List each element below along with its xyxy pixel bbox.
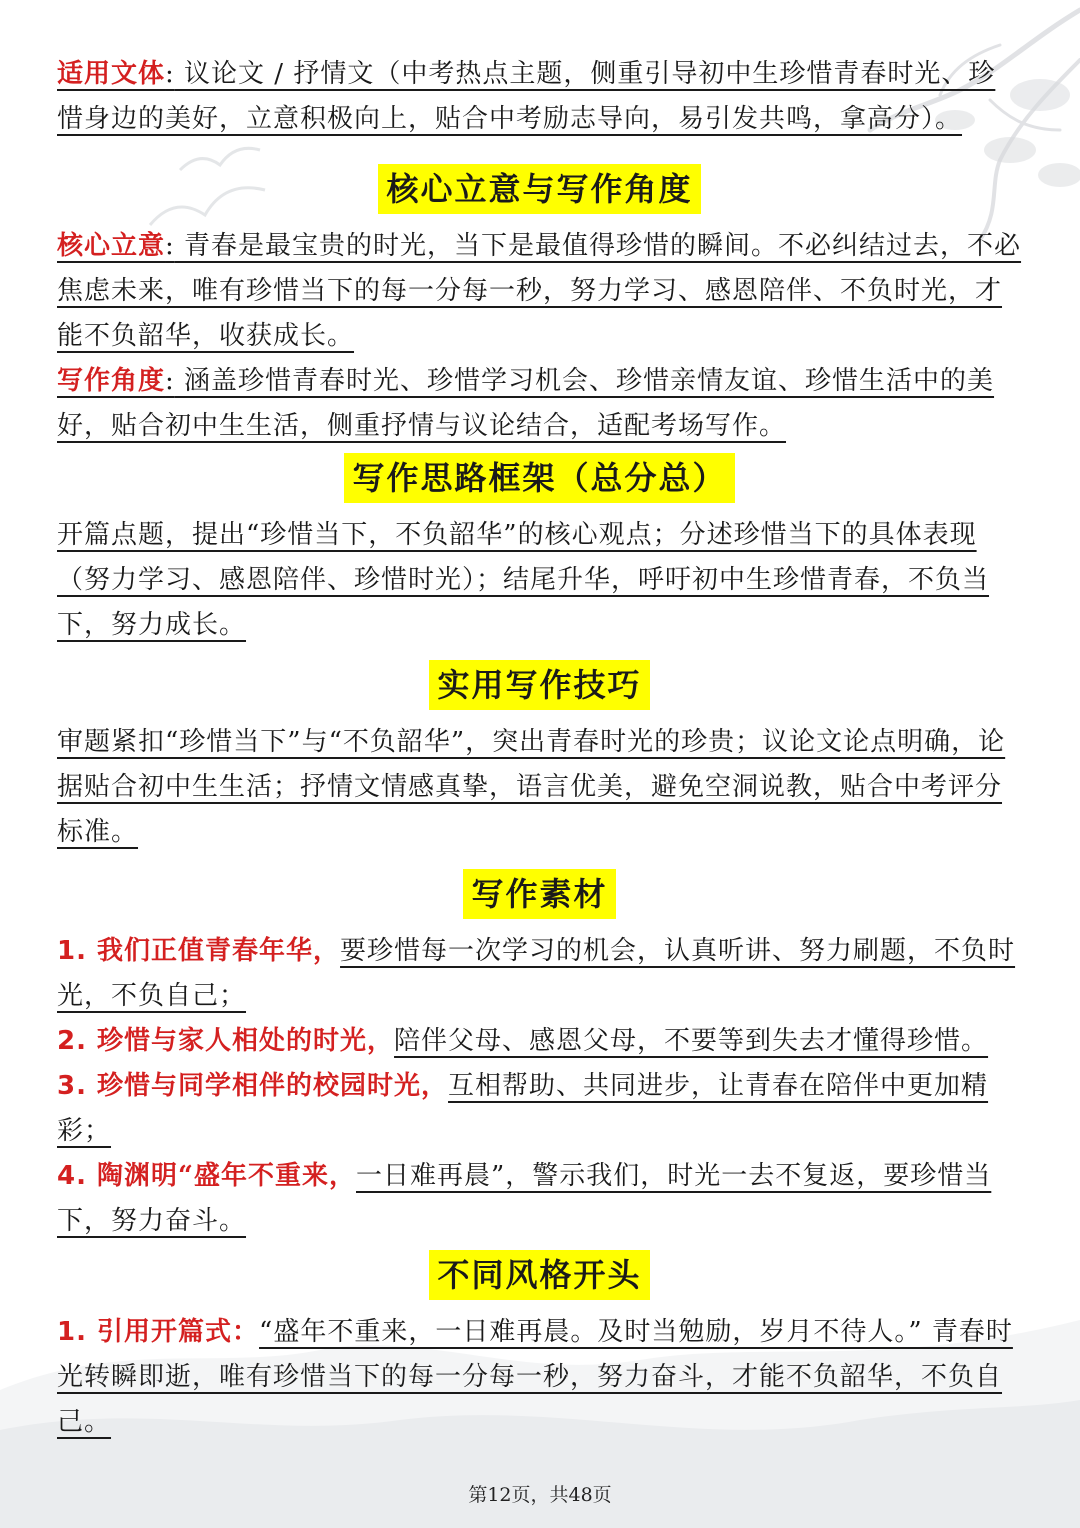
framework-paragraph: 开篇点题，提出“珍惜当下，不负韶华”的核心观点；分述珍惜当下的具体表现（努力学习、感恩陪伴、珍惜时光）；结尾升华，呼吁初中生珍惜青春，不负当下，努力成长。	[57, 520, 990, 640]
angle-paragraph	[57, 359, 1022, 449]
core-idea-paragraph	[57, 224, 1022, 359]
material-item	[57, 1019, 1022, 1064]
heading-materials: 写作素材	[463, 869, 615, 919]
heading-tips: 实用写作技巧	[429, 660, 649, 710]
material-text: 要珍惜每一次学习的机会，认真听讲、努力刷题，不负时光，不负自己；	[57, 936, 1016, 1011]
material-number: 3.	[57, 1071, 87, 1101]
angle-text: 涵盖珍惜青春时光、珍惜学习机会、珍惜亲情友谊、珍惜生活中的美好，贴合初中生生活，侧重抒情与议论结合，适配考场写作。	[57, 366, 995, 441]
opening-lead: 引用开篇式：	[97, 1317, 260, 1347]
opening-text: “盛年不重来，一日难再晨。及时当勉励，岁月不待人。” 青春时光转瞬即逝，唯有珍惜当下的每一分每一秒，努力奋斗，才能不负韶华，不负自己。	[57, 1317, 1013, 1437]
material-text: 陪伴父母、感恩父母，不要等到失去才懂得珍惜。	[394, 1026, 989, 1056]
material-number: 1.	[57, 936, 87, 966]
page-content	[57, 52, 1022, 1445]
core-idea-text: 青春是最宝贵的时光，当下是最值得珍惜的瞬间。不必纠结过去，不必焦虑未来，唯有珍惜当下的每一分每一秒，努力学习、感恩陪伴、不负时光，才能不负韶华，收获成长。	[57, 231, 1022, 351]
heading-openings: 不同风格开头	[429, 1250, 649, 1300]
genre-paragraph	[57, 52, 1022, 142]
core-idea-label: 核心立意	[57, 231, 166, 261]
material-number: 4.	[57, 1161, 87, 1191]
tips-paragraph: 审题紧扣“珍惜当下”与“不负韶华”，突出青春时光的珍贵；议论文论点明确，论据贴合初中生生活；抒情文情感真挚，语言优美，避免空洞说教，贴合中考评分标准。	[57, 727, 1006, 847]
material-number: 2.	[57, 1026, 87, 1056]
page-number-footer: 第12页，共48页	[468, 1484, 612, 1506]
genre-label: 适用文体	[57, 59, 166, 89]
material-lead: 陶渊明“盛年不重来，	[97, 1161, 356, 1191]
heading-core-idea: 核心立意与写作角度	[378, 164, 700, 214]
genre-text: 议论文 / 抒情文（中考热点主题，侧重引导初中生珍惜青春时光、珍惜身边的美好，立意积极向上，贴合中考励志导向，易引发共鸣，拿高分）。	[57, 59, 996, 134]
angle-sep: :	[165, 366, 175, 396]
material-text: 互相帮助、共同进步，让青春在陪伴中更加精彩；	[57, 1071, 989, 1146]
heading-framework: 写作思路框架（总分总）	[344, 453, 734, 503]
core-idea-sep: :	[165, 231, 175, 261]
material-item	[57, 1154, 1022, 1244]
opening-item	[57, 1310, 1022, 1445]
opening-number: 1.	[57, 1317, 87, 1347]
angle-label: 写作角度	[57, 366, 166, 396]
material-lead: 珍惜与家人相处的时光，	[97, 1026, 395, 1056]
material-lead: 我们正值青春年华，	[97, 936, 341, 966]
material-text: 一日难再晨”，警示我们，时光一去不复返，要珍惜当下，努力奋斗。	[57, 1161, 992, 1236]
material-item	[57, 1064, 1022, 1154]
material-lead: 珍惜与同学相伴的校园时光，	[97, 1071, 449, 1101]
material-item	[57, 929, 1022, 1019]
genre-sep: :	[165, 59, 175, 89]
